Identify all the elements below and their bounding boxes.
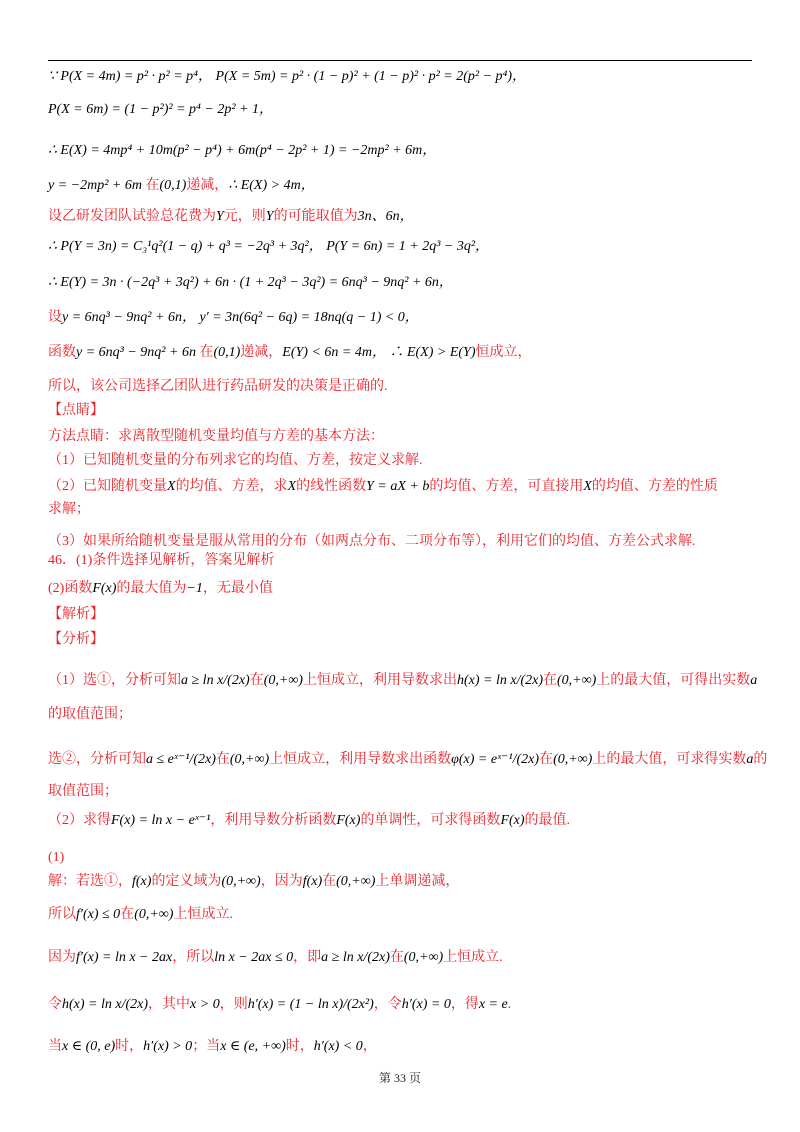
text-line (48, 402, 752, 420)
explanation-text: 上单调递减， (375, 874, 460, 889)
math-expression: f(x) (132, 874, 152, 889)
math-expression: ∴ P(Y = 3n) = C₃¹q²(1 − q) + q³ = −2q³ + 3q²， P(Y = 6n) = 1 + 2q³ − 3q²， (48, 239, 490, 254)
explanation-text: ，则 (219, 997, 248, 1012)
explanation-text: 的最大值为 (116, 581, 187, 596)
text-line (48, 452, 752, 470)
math-expression: f′(x) = ln x − 2ax (76, 950, 173, 965)
math-expression: Y (265, 209, 274, 224)
explanation-text: ，因为 (260, 874, 303, 889)
text-line (48, 142, 752, 160)
explanation-text: ，利用导数分析函数 (210, 813, 337, 828)
math-expression: x ∈ (0, e) (62, 1039, 116, 1054)
math-expression: ∴ E(X) = 4mp⁴ + 10m(p² − p⁴) + 6m(p⁴ − 2p² + 1) = −2mp² + 6m， (48, 143, 437, 158)
explanation-text: 的线性函数 (296, 479, 367, 494)
math-expression: (0,+∞) (134, 907, 174, 922)
explanation-text: 递减， (240, 345, 283, 360)
math-expression: X (583, 479, 592, 494)
text-line (48, 606, 752, 624)
text-line (48, 706, 752, 724)
explanation-text: 【解析】 (48, 607, 104, 622)
text-line (48, 68, 752, 86)
math-expression: 3n、6n， (357, 209, 414, 224)
math-expression: h′(x) = (1 − ln x)/(2x²) (247, 997, 374, 1012)
explanation-text: （1）已知随机变量的分布列求它的均值、方差，按定义求解. (48, 453, 423, 468)
text-line (48, 238, 752, 256)
explanation-text: 因为 (48, 950, 76, 965)
explanation-text: 的定义域为 (151, 874, 222, 889)
explanation-text: （2）已知随机变量 (48, 479, 167, 494)
math-expression: (0,+∞) (403, 950, 444, 965)
text-line (48, 501, 752, 519)
text-line (48, 428, 752, 446)
explanation-text: 在 (543, 673, 558, 688)
math-expression: ∵ P(X = 4m) = p² · p² = p⁴， P(X = 5m) = p² · (1 − p)² + (1 − p)² · p² = 2(p² − p⁴)， (48, 69, 527, 84)
math-expression: x ∈ (e, +∞) (220, 1039, 286, 1054)
explanation-text: ，得 (450, 997, 479, 1012)
explanation-text: 在 (120, 907, 135, 922)
explanation-text: ，令 (373, 997, 402, 1012)
math-expression: E(Y) < 6n = 4m， ∴ E(X) > E(Y) (282, 345, 476, 360)
math-expression: a ≥ ln x/(2x) (181, 673, 250, 688)
explanation-text: 上恒成立，利用导数求出 (302, 673, 457, 688)
math-expression: ∴ E(X) > 4m， (228, 178, 315, 193)
text-line (48, 177, 752, 195)
explanation-text: 当 (48, 1039, 62, 1054)
math-expression: (0,+∞) (221, 874, 261, 889)
math-expression: (0,+∞) (336, 874, 376, 889)
explanation-text: ，其中 (148, 997, 191, 1012)
explanation-text: 的均值、方差的性质 (591, 479, 718, 494)
math-expression: a ≤ eˣ⁻¹/(2x) (146, 752, 216, 767)
explanation-text: 【分析】 (48, 632, 104, 647)
math-expression: h′(x) < 0 (313, 1039, 363, 1054)
text-line (48, 873, 752, 891)
text-line (48, 849, 752, 867)
explanation-text: 取值范围； (48, 784, 118, 799)
math-expression: y = 6nq³ − 9nq² + 6n， y′ = 3n(6q² − 6q) = 18nq(q − 1) < 0， (62, 310, 419, 325)
math-expression: (0,+∞) (263, 673, 303, 688)
explanation-text: 方法点睛：求离散型随机变量均值与方差的基本方法： (48, 429, 384, 444)
math-expression: h′(x) = 0 (401, 997, 451, 1012)
explanation-text: 在 (199, 345, 214, 360)
math-expression: x > 0 (190, 997, 220, 1012)
explanation-text: 【点睛】 (48, 403, 104, 418)
text-line (48, 552, 752, 570)
math-expression: ∴ E(Y) = 3n · (−2q³ + 3q²) + 6n · (1 + 2q³ − 3q²) = 6nq³ − 9nq² + 6n， (48, 275, 453, 290)
math-expression: F(x) (92, 581, 117, 596)
text-line (48, 344, 752, 362)
explanation-text: 时， (115, 1039, 144, 1054)
explanation-text: ， (362, 1039, 377, 1054)
explanation-text: 时， (285, 1039, 314, 1054)
text-line (48, 580, 752, 598)
explanation-text: 在 (322, 874, 337, 889)
explanation-text: 上恒成立. (443, 950, 503, 965)
math-expression: X (287, 479, 297, 494)
explanation-text: 函数 (48, 345, 76, 360)
explanation-text: 选②，分析可知 (48, 752, 146, 767)
explanation-text: 设乙研发团队试验总花费为 (48, 209, 216, 224)
header-rule (48, 60, 752, 61)
explanation-text: 上的最大值，可求得实数 (592, 752, 747, 767)
math-expression: P(X = 6m) = (1 − p²)² = p⁴ − 2p² + 1， (48, 102, 274, 117)
explanation-text: 的取值范围； (48, 707, 132, 722)
text-line (48, 631, 752, 649)
explanation-text: 上恒成立. (173, 907, 233, 922)
explanation-text: ，无最小值 (202, 581, 273, 596)
explanation-text: （2）求得 (48, 813, 111, 828)
text-line (48, 783, 752, 801)
explanation-text: 在 (215, 752, 230, 767)
explanation-text: . (507, 997, 512, 1012)
explanation-text: （1）选①，分析可知 (48, 673, 181, 688)
page-number: 第 33 页 (378, 1071, 421, 1085)
math-expression: (0,1) (213, 345, 241, 360)
explanation-text: 在 (249, 673, 264, 688)
explanation-text: 令 (48, 997, 62, 1012)
text-line (48, 309, 752, 327)
text-line (48, 949, 752, 967)
math-expression: (0,+∞) (557, 673, 597, 688)
explanation-text: 的 (753, 752, 768, 767)
text-line (48, 906, 752, 924)
explanation-text: 的单调性，可求得函数 (360, 813, 501, 828)
text-line (48, 208, 752, 226)
math-expression: −1 (186, 581, 203, 596)
explanation-text: ；当 (192, 1039, 221, 1054)
text-line (48, 274, 752, 292)
math-expression: h(x) = ln x/(2x) (62, 997, 149, 1012)
explanation-text: 求解； (48, 502, 90, 517)
text-line (48, 533, 752, 551)
math-expression: F(x) (336, 813, 361, 828)
explanation-text: 上恒成立，利用导数求出函数 (269, 752, 452, 767)
explanation-text: 所以，该公司选择乙团队进行药品研发的决策是正确的. (48, 379, 388, 394)
explanation-text: ，即 (293, 950, 322, 965)
text-line (48, 101, 752, 119)
explanation-text: 的最值. (524, 813, 571, 828)
math-expression: f(x) (302, 874, 323, 889)
math-expression: X (167, 479, 176, 494)
math-expression: (0,1) (159, 178, 187, 193)
math-expression: a (746, 752, 754, 767)
explanation-text: (2)函数 (48, 581, 93, 596)
math-expression: (0,+∞) (553, 752, 593, 767)
explanation-text: 设 (48, 310, 62, 325)
explanation-text: 的可能取值为 (273, 209, 358, 224)
math-expression: (0,+∞) (229, 752, 270, 767)
explanation-text: 46．(1)条件选择见解析，答案见解析 (48, 553, 275, 568)
text-line (48, 478, 752, 496)
explanation-text: 解：若选①， (48, 874, 132, 889)
explanation-text: 所以 (48, 907, 76, 922)
explanation-text: 递减， (186, 178, 229, 193)
text-line (48, 378, 752, 396)
explanation-text: 的均值、方差，求 (175, 479, 288, 494)
text-line (48, 1038, 752, 1056)
explanation-text: (1) (48, 850, 65, 865)
text-line (48, 751, 768, 769)
math-expression: y = −2mp² + 6m (48, 178, 146, 193)
math-expression: φ(x) = eˣ⁻¹/(2x) (451, 752, 540, 767)
math-expression: f′(x) ≤ 0 (76, 907, 121, 922)
math-expression: h′(x) > 0 (143, 1039, 193, 1054)
math-expression: a (750, 673, 758, 688)
explanation-text: ，所以 (172, 950, 215, 965)
math-expression: F(x) (500, 813, 525, 828)
explanation-text: 的均值、方差，可直接用 (429, 479, 584, 494)
math-expression: y = 6nq³ − 9nq² + 6n (76, 345, 200, 360)
explanation-text: （3）如果所给随机变量是服从常用的分布（如两点分布、二项分布等），利用它们的均值、方差公式求解. (48, 534, 696, 549)
math-expression: a ≥ ln x/(2x) (321, 950, 390, 965)
math-expression: Y = aX + b (366, 479, 430, 494)
math-expression: ln x − 2ax ≤ 0 (214, 950, 294, 965)
math-expression: F(x) = ln x − eˣ⁻¹ (111, 813, 211, 828)
text-line (48, 812, 752, 830)
explanation-text: 上的最大值，可得出实数 (596, 673, 751, 688)
explanation-text: 元，则 (223, 209, 266, 224)
math-expression: Y (216, 209, 224, 224)
explanation-text: 在 (539, 752, 554, 767)
text-line (48, 996, 752, 1014)
math-expression: h(x) = ln x/(2x) (456, 673, 544, 688)
math-expression: x = e (478, 997, 508, 1012)
explanation-text: 恒成立， (475, 345, 532, 360)
text-line (48, 672, 758, 690)
explanation-text: 在 (145, 178, 160, 193)
explanation-text: 在 (389, 950, 404, 965)
